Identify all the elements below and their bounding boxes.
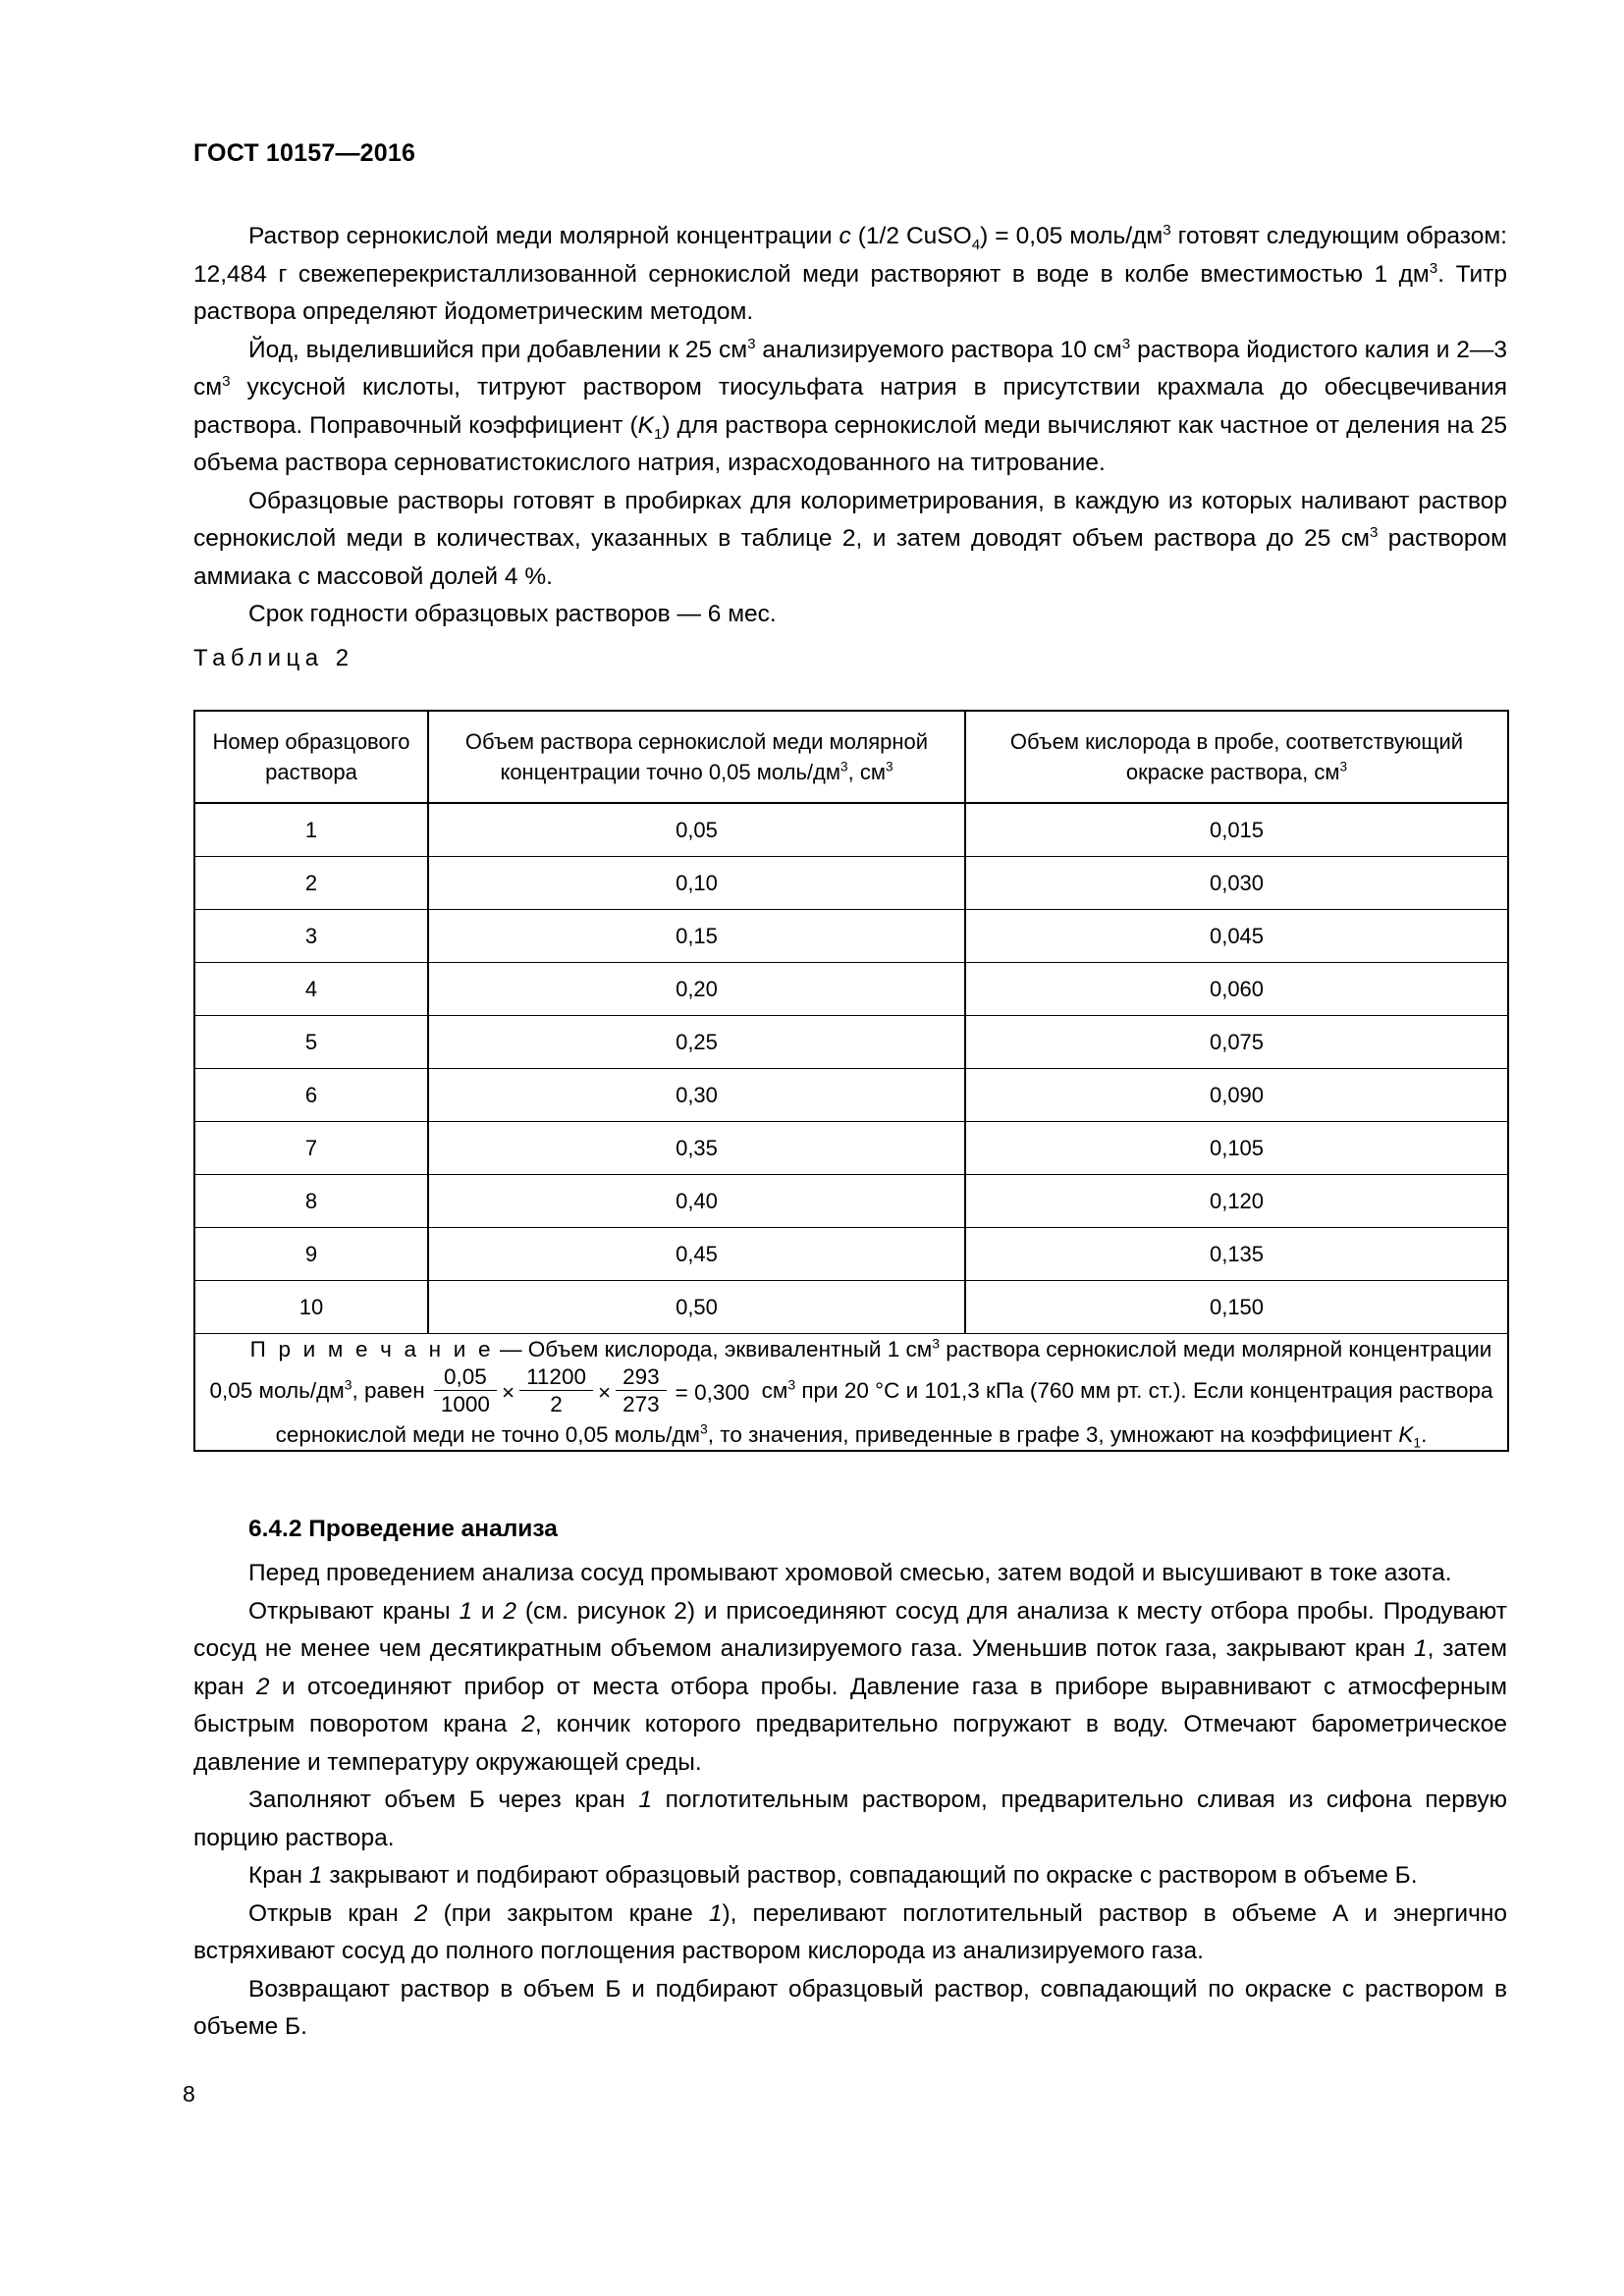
text-run: закрывают и подбирают образцовый раствор, совпадающий по окраске с раствором в объеме Б.: [322, 1862, 1418, 1889]
table-row: [194, 1069, 1508, 1122]
valve-ref-1: 1: [708, 1899, 723, 1927]
text-run: . Титр раствора определяют йодометрическим методом.: [193, 260, 1507, 325]
valve-ref-1: 1: [459, 1597, 473, 1625]
text-run: уксусной кислоты, титруют раствором тиосульфата натрия в присутствии крахмала до обесцвечивания раствора. Поправочный коэффициент (: [193, 374, 1507, 439]
text-run: раствора сернокислой меди молярной концентрации 0,05 моль/дм: [209, 1337, 1492, 1403]
superscript-3: 3: [840, 759, 848, 774]
superscript-3: 3: [1429, 259, 1438, 277]
intro-text-block: [193, 218, 1507, 634]
paragraph-valves-open: [193, 1593, 1507, 1783]
text-run: и: [472, 1597, 504, 1625]
paragraph-copper-solution: [193, 218, 1507, 332]
cell-oxygen-volume: 0,150: [965, 1281, 1508, 1334]
text-run: Кран: [248, 1862, 309, 1889]
text-run: раствором аммиака с массовой долей 4 %.: [193, 525, 1507, 590]
superscript-3: 3: [787, 1376, 796, 1393]
paragraph-iodine: [193, 332, 1507, 483]
text-run: поглотительным раствором, предварительно сливая из сифона первую порцию раствора.: [193, 1787, 1507, 1851]
multiply-operator: ×: [501, 1379, 515, 1405]
note-spacer: [211, 1337, 250, 1362]
text-run: ), переливают поглотительный раствор в объеме А и энергично встряхивают сосуд до полного поглощения раствором кислорода из анализируемого газа.: [193, 1899, 1507, 1964]
paragraph-reference-solutions: [193, 483, 1507, 597]
table-note-row: [194, 1334, 1508, 1452]
cell-sample-number: 9: [194, 1228, 428, 1281]
valve-ref-1: 1: [308, 1862, 323, 1889]
cell-oxygen-volume: 0,105: [965, 1122, 1508, 1175]
italic-c: c: [839, 223, 851, 249]
header-line-2: окраске раствора, см: [1125, 760, 1340, 784]
cell-copper-volume: 0,50: [428, 1281, 965, 1334]
header-sample-number: Номер образцового раствора: [194, 711, 428, 803]
text-run: анализируемого раствора 10 см: [755, 336, 1122, 363]
text-run: (при закрытом кране: [427, 1899, 709, 1927]
cell-copper-volume: 0,10: [428, 857, 965, 910]
header-oxygen-volume: [965, 711, 1508, 803]
cell-oxygen-volume: 0,135: [965, 1228, 1508, 1281]
cell-sample-number: 1: [194, 803, 428, 857]
subscript-1: 1: [653, 425, 663, 443]
formula-result: = 0,300: [675, 1379, 750, 1405]
fraction-1: [434, 1363, 497, 1418]
superscript-3: 3: [1163, 221, 1171, 239]
paragraph-transfer-solution: [193, 1896, 1507, 1971]
superscript-3: 3: [932, 1335, 940, 1352]
text-run: , равен: [352, 1377, 431, 1403]
superscript-3: 3: [344, 1376, 352, 1393]
text-run: (1/2 CuSO: [850, 223, 972, 249]
table-row: [194, 1122, 1508, 1175]
fraction-denominator: 273: [623, 1392, 660, 1416]
paragraph-shelf-life: Срок годности образцовых растворов — 6 мес.: [248, 601, 777, 627]
text-run: Открыв кран: [248, 1899, 414, 1927]
superscript-3: 3: [885, 759, 893, 774]
cell-copper-volume: 0,15: [428, 910, 965, 963]
cell-copper-volume: 0,25: [428, 1016, 965, 1069]
fraction-numerator: 0,05: [434, 1363, 497, 1391]
fraction-denominator: 2: [550, 1392, 563, 1416]
superscript-3: 3: [222, 372, 231, 390]
text-run: (см. рисунок 2) и присоединяют сосуд для анализа к месту отбора пробы. Продувают сосуд не менее чем десятикратным объемом анализируемого газа. Уменьшив поток газа, закрывают кран: [193, 1597, 1507, 1662]
table-2-wrapper: [193, 710, 1507, 1452]
cell-oxygen-volume: 0,120: [965, 1175, 1508, 1228]
page-number: 8: [183, 2081, 195, 2107]
valve-ref-2: 2: [503, 1597, 517, 1625]
text-run: раствора йодистого калия и 2—3 см: [193, 336, 1507, 400]
superscript-3: 3: [747, 335, 756, 352]
cell-oxygen-volume: 0,045: [965, 910, 1508, 963]
cell-oxygen-volume: 0,075: [965, 1016, 1508, 1069]
cell-oxygen-volume: 0,015: [965, 803, 1508, 857]
section-heading-642: 6.4.2 Проведение анализа: [248, 1516, 558, 1542]
cell-sample-number: 8: [194, 1175, 428, 1228]
cell-sample-number: 7: [194, 1122, 428, 1175]
valve-ref-1: 1: [638, 1787, 653, 1813]
text-run: Заполняют объем Б через кран: [248, 1787, 639, 1813]
fraction-denominator: 1000: [440, 1392, 490, 1416]
header-line-2: концентрации точно 0,05 моль/дм: [500, 760, 841, 784]
text-run: Образцовые растворы готовят в пробирках для колориметрирования, в каждую из которых наливают раствор сернокислой меди в количествах, указанных в таблице 2, и затем доводят объем раствора до 25 см: [193, 487, 1507, 552]
text-run: Открывают краны: [248, 1597, 460, 1625]
fraction-3: [616, 1363, 667, 1418]
header-line-1: Объем раствора сернокислой меди молярной: [464, 729, 929, 754]
fraction-2: [519, 1363, 593, 1418]
italic-K: K: [637, 411, 654, 439]
table-row: [194, 1228, 1508, 1281]
superscript-3: 3: [1369, 523, 1379, 541]
paragraph-fill-volume-b: [193, 1782, 1507, 1857]
text-run: .: [1421, 1422, 1428, 1447]
text-run: , кончик которого предварительно погружают в воду. Отмечают барометрическое давление и температуру окружающей среды.: [193, 1711, 1507, 1776]
table-note: [194, 1334, 1508, 1452]
valve-ref-2: 2: [413, 1899, 428, 1927]
text-run: и отсоединяют прибор от места отбора пробы. Давление газа в приборе выравнивают с атмосферным быстрым поворотом крана: [193, 1673, 1508, 1737]
paragraph-close-valve: [193, 1857, 1507, 1896]
cell-oxygen-volume: 0,090: [965, 1069, 1508, 1122]
subscript-1: 1: [1413, 1434, 1422, 1451]
text-run: при 20 °C и 101,3 кПа (760 мм рт. ст.). Если концентрация раствора сернокислой меди не точно 0,05 моль/дм: [275, 1377, 1493, 1447]
table-header-row: [194, 711, 1508, 803]
text-run: — Объем кислорода, эквивалентный 1 см: [493, 1337, 933, 1362]
valve-ref-2: 2: [521, 1711, 535, 1737]
table-row: [194, 1175, 1508, 1228]
fraction-numerator: 11200: [519, 1363, 593, 1391]
note-label: П р и м е ч а н и е: [249, 1337, 494, 1362]
cell-sample-number: 5: [194, 1016, 428, 1069]
text-run: , затем кран: [193, 1635, 1507, 1700]
paragraph-vessel-prep: Перед проведением анализа сосуд промывают хромовой смесью, затем водой и высушивают в токе азота.: [248, 1560, 1452, 1586]
table-row: [194, 803, 1508, 857]
cell-copper-volume: 0,30: [428, 1069, 965, 1122]
text-run: см: [755, 1377, 788, 1403]
text-run: ) = 0,05 моль/дм: [980, 223, 1164, 249]
section-642-text-block: [193, 1555, 1507, 2047]
table-2: [193, 710, 1509, 1452]
italic-K: K: [1398, 1422, 1414, 1447]
cell-sample-number: 4: [194, 963, 428, 1016]
cell-copper-volume: 0,35: [428, 1122, 965, 1175]
superscript-3: 3: [1121, 335, 1131, 352]
header-line-1: Объем кислорода в пробе, соответствующий: [1009, 729, 1464, 754]
multiply-operator: ×: [597, 1379, 612, 1405]
text-run: готовят следующим образом: 12,484 г свежеперекристаллизованной сернокислой меди растворяют в воде в колбе вместимостью 1 дм: [193, 223, 1507, 288]
table-row: [194, 963, 1508, 1016]
cell-sample-number: 6: [194, 1069, 428, 1122]
valve-ref-1: 1: [1414, 1635, 1428, 1662]
text-run: Йод, выделившийся при добавлении к 25 см: [248, 336, 748, 363]
paragraph-return-solution: Возвращают раствор в объем Б и подбирают образцовый раствор, совпадающий по окраске с раствором в объеме Б.: [193, 1975, 1507, 2040]
header-line-2-cont: , см: [847, 760, 886, 784]
valve-ref-2: 2: [255, 1673, 270, 1700]
table-row: [194, 1281, 1508, 1334]
document-header: ГОСТ 10157—2016: [193, 139, 416, 167]
text-run: ) для раствора сернокислой меди вычисляют как частное от деления на 25 объема раствора серноватистокислого натрия, израсходованного на титрование.: [193, 411, 1507, 476]
table-row: [194, 910, 1508, 963]
text-run: Раствор сернокислой меди молярной концентрации: [248, 223, 839, 249]
text-run: , то значения, приведенные в графе 3, умножают на коэффициент: [707, 1422, 1399, 1447]
table-caption: Таблица 2: [193, 645, 354, 671]
cell-sample-number: 10: [194, 1281, 428, 1334]
cell-oxygen-volume: 0,060: [965, 963, 1508, 1016]
cell-copper-volume: 0,45: [428, 1228, 965, 1281]
cell-sample-number: 3: [194, 910, 428, 963]
table-row: [194, 857, 1508, 910]
cell-copper-volume: 0,40: [428, 1175, 965, 1228]
subscript-4: 4: [971, 236, 981, 253]
superscript-3: 3: [700, 1420, 708, 1437]
superscript-3: 3: [1339, 759, 1348, 774]
cell-sample-number: 2: [194, 857, 428, 910]
cell-copper-volume: 0,05: [428, 803, 965, 857]
fraction-numerator: 293: [616, 1363, 667, 1391]
cell-copper-volume: 0,20: [428, 963, 965, 1016]
header-copper-volume: [428, 711, 965, 803]
table-row: [194, 1016, 1508, 1069]
cell-oxygen-volume: 0,030: [965, 857, 1508, 910]
